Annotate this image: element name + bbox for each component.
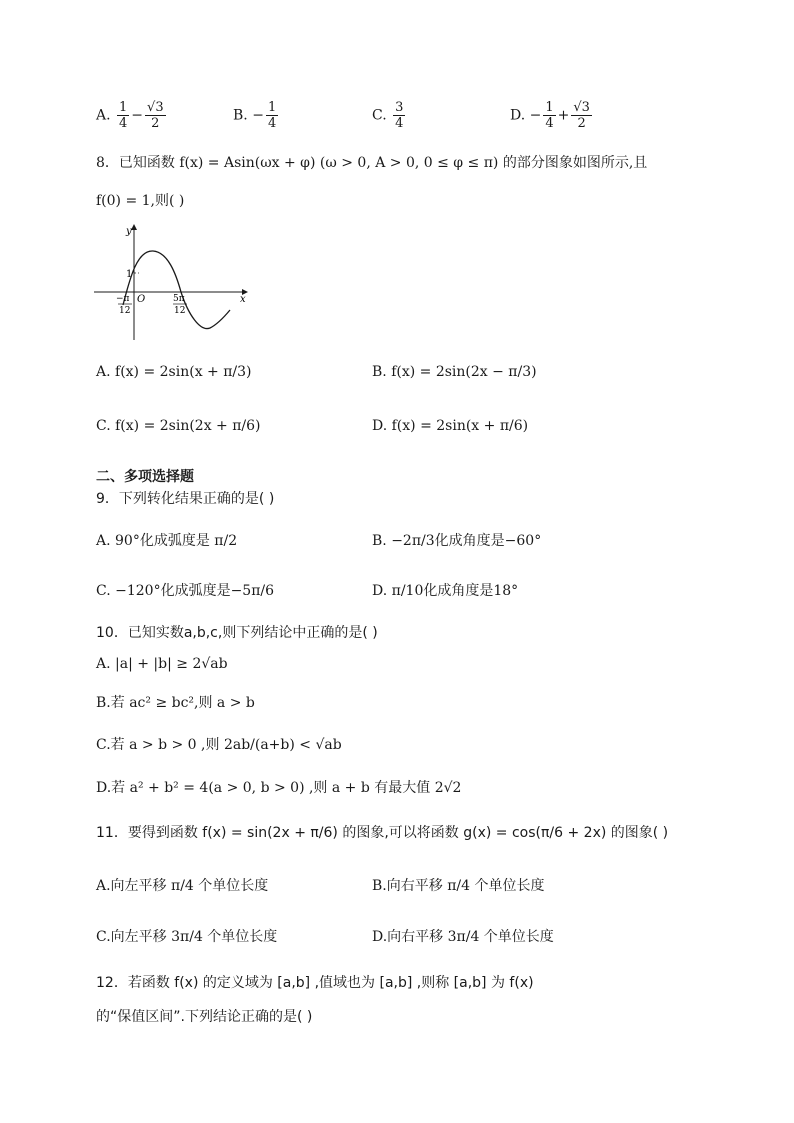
q11-option-b: B.向右平移 π/4 个单位长度 xyxy=(372,878,545,894)
q8-option-d: D. f(x) = 2sin(x + π/6) xyxy=(372,418,529,434)
operator: − xyxy=(252,107,264,124)
q7-option-d xyxy=(510,100,594,131)
operator: − xyxy=(131,107,144,124)
y-axis-arrow xyxy=(131,224,137,230)
q7-option-b xyxy=(233,100,280,131)
option-label: C. xyxy=(372,107,387,124)
numerator: 1 xyxy=(545,100,554,115)
q10-option-b: B.若 ac² ≥ bc²,则 a > b xyxy=(96,695,255,711)
numerator: 3 xyxy=(395,100,404,115)
fraction xyxy=(571,100,592,131)
denominator: 4 xyxy=(267,116,277,131)
numerator: √3 xyxy=(573,100,590,115)
x-tick-right-num: 5π xyxy=(173,294,185,304)
q10-option-a: A. |a| + |b| ≥ 2√ab xyxy=(96,656,228,672)
sine-graph xyxy=(92,222,254,344)
q8-option-a: A. f(x) = 2sin(x + π/3) xyxy=(96,364,252,380)
denominator: 4 xyxy=(119,116,128,131)
q8-option-b: B. f(x) = 2sin(2x − π/3) xyxy=(372,364,537,380)
option-label: D. xyxy=(510,107,526,124)
q9-option-c: C. −120°化成弧度是−5π/6 xyxy=(96,583,275,599)
x-tick-left-num: −π xyxy=(116,294,130,304)
origin-label: O xyxy=(137,294,146,305)
x-tick-left-den: 12 xyxy=(119,306,131,316)
y-axis-label: y xyxy=(126,226,132,237)
numerator: 1 xyxy=(267,100,277,115)
q10-option-c: C.若 a > b > 0 ,则 2ab/(a+b) < √ab xyxy=(96,737,342,753)
x-axis-label: x xyxy=(240,294,246,305)
denominator: 4 xyxy=(545,116,554,131)
denominator: 2 xyxy=(151,116,160,131)
q11-option-d: D.向右平移 3π/4 个单位长度 xyxy=(372,929,554,945)
q11-option-a: A.向左平移 π/4 个单位长度 xyxy=(96,878,269,894)
fraction xyxy=(543,100,555,131)
option-label: B. xyxy=(233,107,248,124)
q9-option-d: D. π/10化成角度是18° xyxy=(372,583,519,599)
section-heading: 二、多项选择题 xyxy=(96,469,194,485)
fraction xyxy=(117,100,129,131)
option-label: A. xyxy=(96,107,111,124)
q7-option-a xyxy=(96,100,168,131)
q11-stem: 11．要得到函数 f(x) = sin(2x + π/6) 的图象,可以将函数 g(x) = cos(π/6 + 2x) 的图象( ) xyxy=(96,825,669,841)
q11-option-c: C.向左平移 3π/4 个单位长度 xyxy=(96,929,278,945)
fraction xyxy=(145,100,166,131)
sine-curve xyxy=(123,251,230,329)
q8-stem-line1: 8．已知函数 f(x) = Asin(ωx + φ) (ω > 0, A > 0, 0 ≤ φ ≤ π) 的部分图象如图所示,且 xyxy=(96,155,648,171)
y-tick-label: 1 xyxy=(126,269,133,280)
q8-option-c: C. f(x) = 2sin(2x + π/6) xyxy=(96,418,261,434)
q12-stem-line1: 12．若函数 f(x) 的定义域为 [a,b] ,值域也为 [a,b] ,则称 [a,b] 为 f(x) xyxy=(96,975,534,991)
denominator: 4 xyxy=(395,116,404,131)
q9-option-b: B. −2π/3化成角度是−60° xyxy=(372,533,542,549)
fraction xyxy=(266,100,278,131)
q10-option-d: D.若 a² + b² = 4(a > 0, b > 0) ,则 a + b 有最大值 2√2 xyxy=(96,780,462,796)
q8-stem-line2: f(0) = 1,则( ) xyxy=(96,193,185,209)
operator: − xyxy=(529,107,542,124)
q7-option-c xyxy=(372,100,407,131)
denominator: 2 xyxy=(577,116,586,131)
numerator: √3 xyxy=(147,100,164,115)
q9-stem: 9．下列转化结果正确的是( ) xyxy=(96,491,275,507)
numerator: 1 xyxy=(119,100,128,115)
fraction xyxy=(393,100,405,131)
q12-stem-line2: 的“保值区间”.下列结论正确的是( ) xyxy=(96,1009,313,1025)
x-tick-right-den: 12 xyxy=(174,306,186,316)
q10-stem: 10．已知实数a,b,c,则下列结论中正确的是( ) xyxy=(96,625,378,641)
q9-option-a: A. 90°化成弧度是 π/2 xyxy=(96,533,238,549)
operator: + xyxy=(557,107,570,124)
